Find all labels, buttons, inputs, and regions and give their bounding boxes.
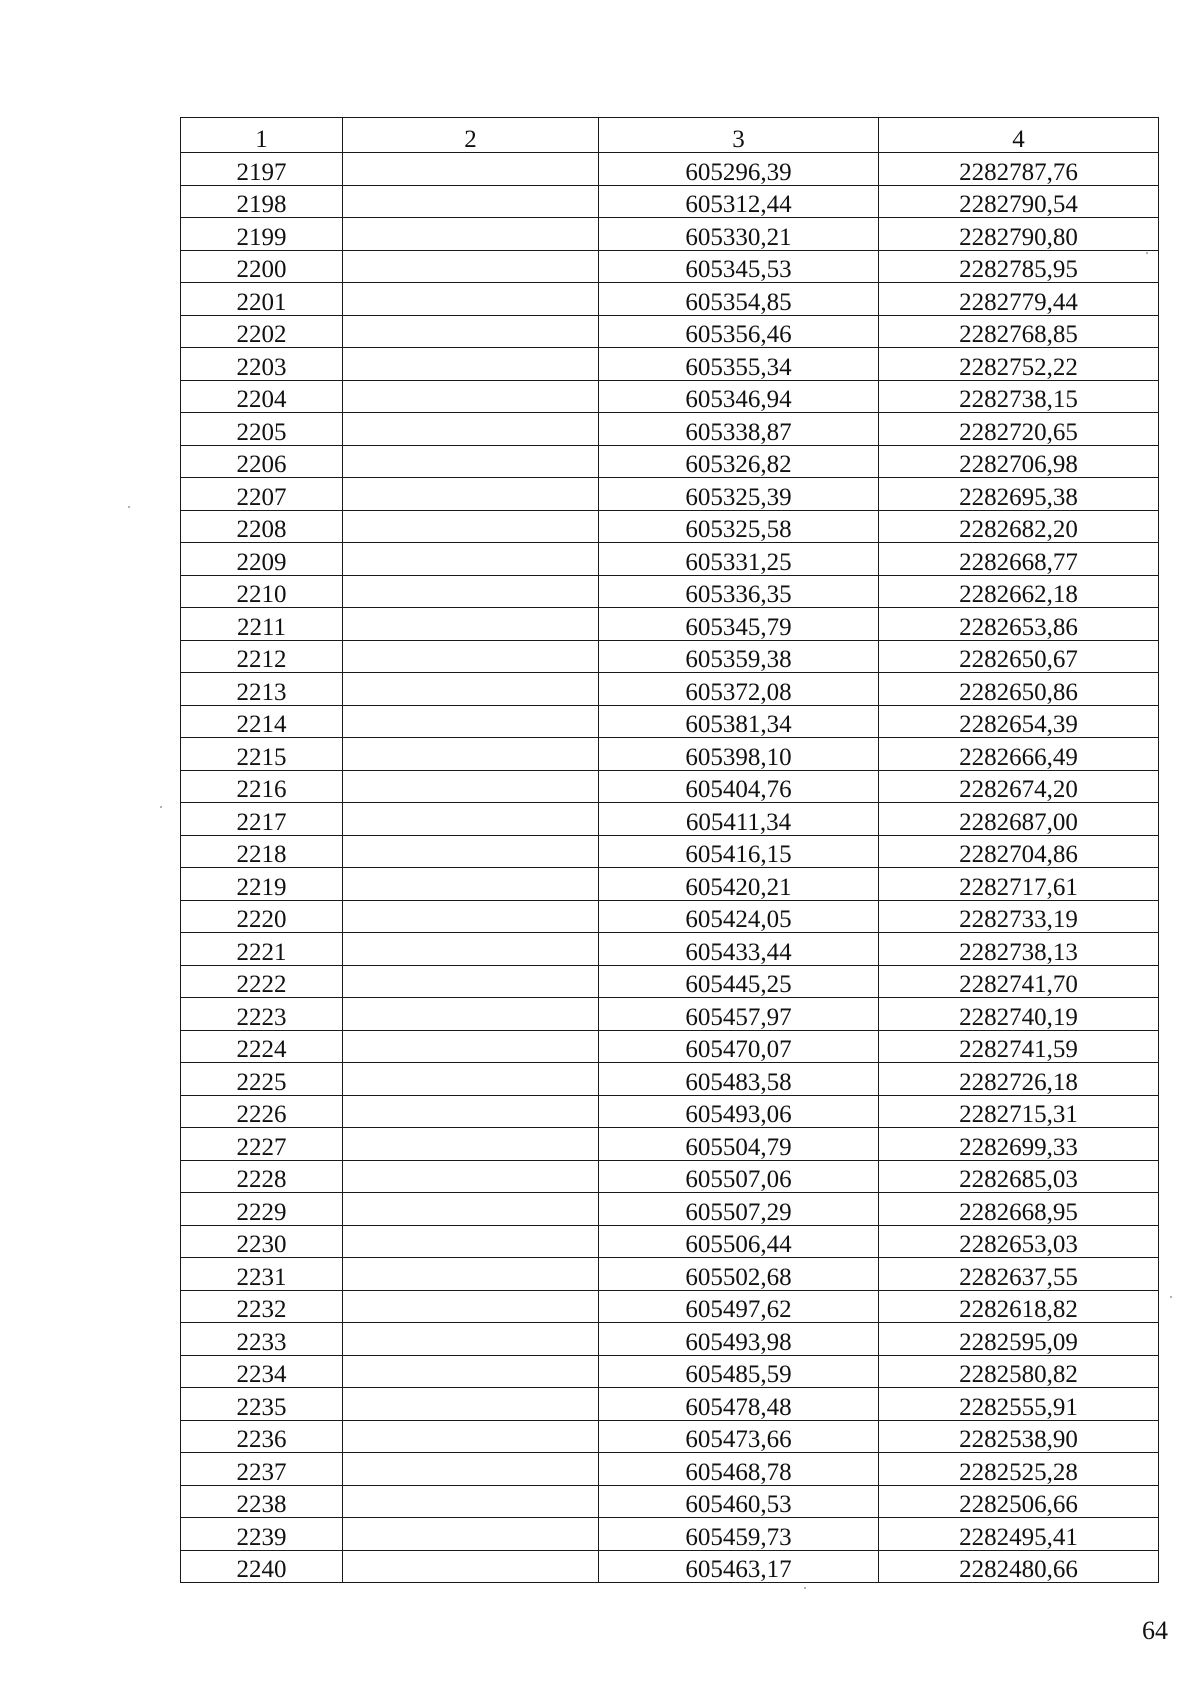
x-coordinate-cell: 605416,15: [599, 835, 879, 868]
point-number-cell: 2215: [181, 738, 343, 771]
scan-speck: [1146, 252, 1148, 254]
table-row: [181, 933, 1159, 966]
scan-speck: [1170, 1296, 1172, 1298]
point-number-cell: 2228: [181, 1160, 343, 1193]
table-row: [181, 413, 1159, 446]
point-number-cell: 2214: [181, 705, 343, 738]
point-number-cell: 2229: [181, 1193, 343, 1226]
column-2-cell: [343, 575, 599, 608]
y-coordinate-cell: 2282495,41: [879, 1518, 1159, 1551]
y-coordinate-cell: 2282779,44: [879, 283, 1159, 316]
point-number-cell: 2226: [181, 1095, 343, 1128]
x-coordinate-cell: 605457,97: [599, 998, 879, 1031]
header-row: [181, 118, 1159, 153]
point-number-cell: 2224: [181, 1030, 343, 1063]
column-2-cell: [343, 1453, 599, 1486]
y-coordinate-cell: 2282506,66: [879, 1485, 1159, 1518]
column-2-cell: [343, 868, 599, 901]
column-2-cell: [343, 1420, 599, 1453]
x-coordinate-cell: 605478,48: [599, 1388, 879, 1421]
point-number-cell: 2227: [181, 1128, 343, 1161]
point-number-cell: 2198: [181, 185, 343, 218]
point-number-cell: 2216: [181, 770, 343, 803]
point-number-cell: 2211: [181, 608, 343, 641]
column-2-cell: [343, 835, 599, 868]
x-coordinate-cell: 605356,46: [599, 315, 879, 348]
y-coordinate-cell: 2282654,39: [879, 705, 1159, 738]
x-coordinate-cell: 605459,73: [599, 1518, 879, 1551]
y-coordinate-cell: 2282768,85: [879, 315, 1159, 348]
x-coordinate-cell: 605502,68: [599, 1258, 879, 1291]
x-coordinate-cell: 605424,05: [599, 900, 879, 933]
point-number-cell: 2219: [181, 868, 343, 901]
y-coordinate-cell: 2282733,19: [879, 900, 1159, 933]
x-coordinate-cell: 605325,39: [599, 478, 879, 511]
y-coordinate-cell: 2282720,65: [879, 413, 1159, 446]
point-number-cell: 2225: [181, 1063, 343, 1096]
x-coordinate-cell: 605506,44: [599, 1225, 879, 1258]
point-number-cell: 2208: [181, 510, 343, 543]
table-row: [181, 1128, 1159, 1161]
column-2-cell: [343, 1258, 599, 1291]
x-coordinate-cell: 605312,44: [599, 185, 879, 218]
column-2-cell: [343, 1160, 599, 1193]
y-coordinate-cell: 2282741,70: [879, 965, 1159, 998]
column-2-cell: [343, 770, 599, 803]
table-row: [181, 1323, 1159, 1356]
y-coordinate-cell: 2282699,33: [879, 1128, 1159, 1161]
y-coordinate-cell: 2282650,86: [879, 673, 1159, 706]
y-coordinate-cell: 2282653,03: [879, 1225, 1159, 1258]
table-row: [181, 1063, 1159, 1096]
column-2-cell: [343, 1388, 599, 1421]
column-2-cell: [343, 250, 599, 283]
table-row: [181, 250, 1159, 283]
x-coordinate-cell: 605460,53: [599, 1485, 879, 1518]
column-2-cell: [343, 1355, 599, 1388]
x-coordinate-cell: 605468,78: [599, 1453, 879, 1486]
x-coordinate-cell: 605326,82: [599, 445, 879, 478]
column-2-cell: [343, 933, 599, 966]
y-coordinate-cell: 2282704,86: [879, 835, 1159, 868]
point-number-cell: 2232: [181, 1290, 343, 1323]
point-number-cell: 2233: [181, 1323, 343, 1356]
column-2-cell: [343, 608, 599, 641]
x-coordinate-cell: 605420,21: [599, 868, 879, 901]
point-number-cell: 2236: [181, 1420, 343, 1453]
x-coordinate-cell: 605355,34: [599, 348, 879, 381]
point-number-cell: 2221: [181, 933, 343, 966]
column-2-cell: [343, 1550, 599, 1583]
x-coordinate-cell: 605345,79: [599, 608, 879, 641]
table-row: [181, 998, 1159, 1031]
y-coordinate-cell: 2282653,86: [879, 608, 1159, 641]
table-row: [181, 380, 1159, 413]
column-2-cell: [343, 640, 599, 673]
y-coordinate-cell: 2282668,95: [879, 1193, 1159, 1226]
y-coordinate-cell: 2282752,22: [879, 348, 1159, 381]
point-number-cell: 2239: [181, 1518, 343, 1551]
column-2-cell: [343, 1193, 599, 1226]
point-number-cell: 2238: [181, 1485, 343, 1518]
point-number-cell: 2235: [181, 1388, 343, 1421]
x-coordinate-cell: 605493,98: [599, 1323, 879, 1356]
table-row: [181, 1550, 1159, 1583]
table-row: [181, 185, 1159, 218]
x-coordinate-cell: 605493,06: [599, 1095, 879, 1128]
point-number-cell: 2200: [181, 250, 343, 283]
table-row: [181, 738, 1159, 771]
column-header-2: 2: [343, 118, 599, 153]
coordinates-table: [180, 117, 1159, 1583]
column-2-cell: [343, 1128, 599, 1161]
table-row: [181, 1518, 1159, 1551]
table-row: [181, 1258, 1159, 1291]
y-coordinate-cell: 2282706,98: [879, 445, 1159, 478]
y-coordinate-cell: 2282525,28: [879, 1453, 1159, 1486]
column-2-cell: [343, 900, 599, 933]
x-coordinate-cell: 605354,85: [599, 283, 879, 316]
table-row: [181, 1160, 1159, 1193]
x-coordinate-cell: 605338,87: [599, 413, 879, 446]
x-coordinate-cell: 605345,53: [599, 250, 879, 283]
x-coordinate-cell: 605330,21: [599, 218, 879, 251]
point-number-cell: 2213: [181, 673, 343, 706]
column-2-cell: [343, 1030, 599, 1063]
table-row: [181, 705, 1159, 738]
table-row: [181, 835, 1159, 868]
x-coordinate-cell: 605463,17: [599, 1550, 879, 1583]
y-coordinate-cell: 2282674,20: [879, 770, 1159, 803]
y-coordinate-cell: 2282685,03: [879, 1160, 1159, 1193]
y-coordinate-cell: 2282662,18: [879, 575, 1159, 608]
x-coordinate-cell: 605381,34: [599, 705, 879, 738]
x-coordinate-cell: 605445,25: [599, 965, 879, 998]
table-row: [181, 1388, 1159, 1421]
x-coordinate-cell: 605325,58: [599, 510, 879, 543]
point-number-cell: 2209: [181, 543, 343, 576]
point-number-cell: 2210: [181, 575, 343, 608]
table-row: [181, 803, 1159, 836]
column-header-1: 1: [181, 118, 343, 153]
column-2-cell: [343, 218, 599, 251]
y-coordinate-cell: 2282595,09: [879, 1323, 1159, 1356]
column-header-4: 4: [879, 118, 1159, 153]
y-coordinate-cell: 2282618,82: [879, 1290, 1159, 1323]
x-coordinate-cell: 605398,10: [599, 738, 879, 771]
point-number-cell: 2203: [181, 348, 343, 381]
x-coordinate-cell: 605507,29: [599, 1193, 879, 1226]
table-row: [181, 543, 1159, 576]
x-coordinate-cell: 605336,35: [599, 575, 879, 608]
x-coordinate-cell: 605433,44: [599, 933, 879, 966]
table-row: [181, 348, 1159, 381]
point-number-cell: 2222: [181, 965, 343, 998]
table-row: [181, 510, 1159, 543]
table-row: [181, 868, 1159, 901]
table-row: [181, 575, 1159, 608]
x-coordinate-cell: 605346,94: [599, 380, 879, 413]
point-number-cell: 2201: [181, 283, 343, 316]
y-coordinate-cell: 2282682,20: [879, 510, 1159, 543]
column-2-cell: [343, 445, 599, 478]
y-coordinate-cell: 2282538,90: [879, 1420, 1159, 1453]
y-coordinate-cell: 2282480,66: [879, 1550, 1159, 1583]
x-coordinate-cell: 605411,34: [599, 803, 879, 836]
point-number-cell: 2237: [181, 1453, 343, 1486]
y-coordinate-cell: 2282695,38: [879, 478, 1159, 511]
y-coordinate-cell: 2282555,91: [879, 1388, 1159, 1421]
y-coordinate-cell: 2282741,59: [879, 1030, 1159, 1063]
table-row: [181, 608, 1159, 641]
x-coordinate-cell: 605296,39: [599, 153, 879, 186]
scan-speck: [804, 1587, 806, 1589]
column-2-cell: [343, 965, 599, 998]
x-coordinate-cell: 605359,38: [599, 640, 879, 673]
x-coordinate-cell: 605470,07: [599, 1030, 879, 1063]
point-number-cell: 2218: [181, 835, 343, 868]
y-coordinate-cell: 2282790,54: [879, 185, 1159, 218]
point-number-cell: 2204: [181, 380, 343, 413]
table-row: [181, 1485, 1159, 1518]
column-2-cell: [343, 1323, 599, 1356]
table-row: [181, 770, 1159, 803]
point-number-cell: 2223: [181, 998, 343, 1031]
column-2-cell: [343, 1063, 599, 1096]
y-coordinate-cell: 2282717,61: [879, 868, 1159, 901]
column-2-cell: [343, 1518, 599, 1551]
column-header-3: 3: [599, 118, 879, 153]
y-coordinate-cell: 2282666,49: [879, 738, 1159, 771]
x-coordinate-cell: 605404,76: [599, 770, 879, 803]
table-row: [181, 1355, 1159, 1388]
point-number-cell: 2202: [181, 315, 343, 348]
column-2-cell: [343, 153, 599, 186]
point-number-cell: 2240: [181, 1550, 343, 1583]
x-coordinate-cell: 605331,25: [599, 543, 879, 576]
table-row: [181, 673, 1159, 706]
column-2-cell: [343, 1290, 599, 1323]
column-2-cell: [343, 315, 599, 348]
y-coordinate-cell: 2282668,77: [879, 543, 1159, 576]
scan-speck: [128, 506, 130, 508]
point-number-cell: 2217: [181, 803, 343, 836]
column-2-cell: [343, 738, 599, 771]
y-coordinate-cell: 2282738,13: [879, 933, 1159, 966]
scan-speck: [160, 806, 162, 808]
column-2-cell: [343, 185, 599, 218]
x-coordinate-cell: 605483,58: [599, 1063, 879, 1096]
table-body: [181, 153, 1159, 1583]
y-coordinate-cell: 2282726,18: [879, 1063, 1159, 1096]
point-number-cell: 2212: [181, 640, 343, 673]
y-coordinate-cell: 2282740,19: [879, 998, 1159, 1031]
table-row: [181, 1225, 1159, 1258]
point-number-cell: 2220: [181, 900, 343, 933]
point-number-cell: 2234: [181, 1355, 343, 1388]
column-2-cell: [343, 478, 599, 511]
table-row: [181, 900, 1159, 933]
table-row: [181, 283, 1159, 316]
table-row: [181, 1453, 1159, 1486]
table-row: [181, 965, 1159, 998]
x-coordinate-cell: 605473,66: [599, 1420, 879, 1453]
y-coordinate-cell: 2282580,82: [879, 1355, 1159, 1388]
y-coordinate-cell: 2282637,55: [879, 1258, 1159, 1291]
table-row: [181, 445, 1159, 478]
y-coordinate-cell: 2282787,76: [879, 153, 1159, 186]
column-2-cell: [343, 673, 599, 706]
y-coordinate-cell: 2282790,80: [879, 218, 1159, 251]
table-row: [181, 218, 1159, 251]
x-coordinate-cell: 605497,62: [599, 1290, 879, 1323]
column-2-cell: [343, 803, 599, 836]
point-number-cell: 2205: [181, 413, 343, 446]
table-row: [181, 315, 1159, 348]
table-header: [181, 118, 1159, 153]
y-coordinate-cell: 2282785,95: [879, 250, 1159, 283]
point-number-cell: 2230: [181, 1225, 343, 1258]
point-number-cell: 2231: [181, 1258, 343, 1291]
column-2-cell: [343, 510, 599, 543]
column-2-cell: [343, 998, 599, 1031]
y-coordinate-cell: 2282650,67: [879, 640, 1159, 673]
table-row: [181, 640, 1159, 673]
column-2-cell: [343, 380, 599, 413]
column-2-cell: [343, 1485, 599, 1518]
y-coordinate-cell: 2282715,31: [879, 1095, 1159, 1128]
column-2-cell: [343, 1225, 599, 1258]
table-row: [181, 1030, 1159, 1063]
y-coordinate-cell: 2282738,15: [879, 380, 1159, 413]
table-row: [181, 1420, 1159, 1453]
point-number-cell: 2206: [181, 445, 343, 478]
x-coordinate-cell: 605507,06: [599, 1160, 879, 1193]
table-row: [181, 153, 1159, 186]
point-number-cell: 2197: [181, 153, 343, 186]
column-2-cell: [343, 1095, 599, 1128]
x-coordinate-cell: 605504,79: [599, 1128, 879, 1161]
table-row: [181, 1193, 1159, 1226]
table-row: [181, 478, 1159, 511]
y-coordinate-cell: 2282687,00: [879, 803, 1159, 836]
point-number-cell: 2207: [181, 478, 343, 511]
column-2-cell: [343, 348, 599, 381]
column-2-cell: [343, 543, 599, 576]
column-2-cell: [343, 705, 599, 738]
point-number-cell: 2199: [181, 218, 343, 251]
page-number: 64: [1142, 1616, 1168, 1645]
x-coordinate-cell: 605372,08: [599, 673, 879, 706]
column-2-cell: [343, 413, 599, 446]
table-row: [181, 1290, 1159, 1323]
column-2-cell: [343, 283, 599, 316]
table-row: [181, 1095, 1159, 1128]
x-coordinate-cell: 605485,59: [599, 1355, 879, 1388]
